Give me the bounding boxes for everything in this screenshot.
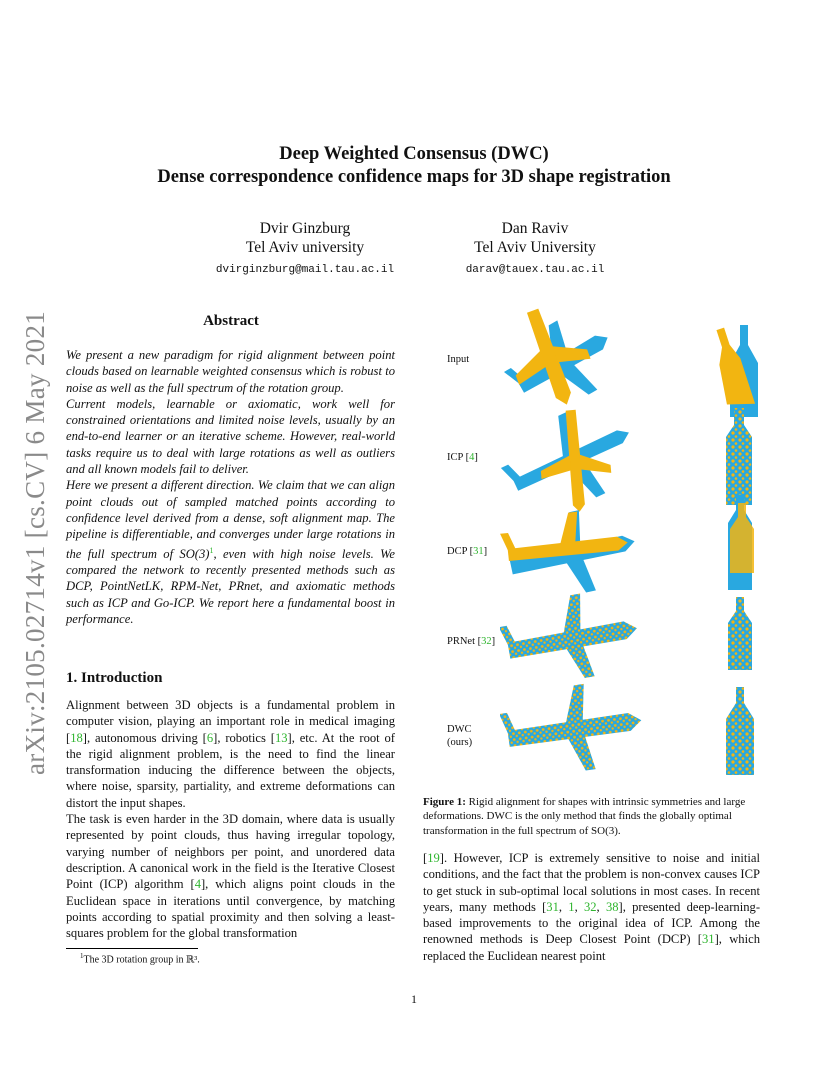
author-2-affil: Tel Aviv University <box>474 239 596 256</box>
citation-link[interactable]: 32 <box>481 636 492 647</box>
footnote-ref[interactable]: 1 <box>209 545 214 555</box>
text: ], etc. At the root of the rigid alignment problem, is the need to find the linear transformation inducing the difference between the objects, where noise, sparsity, partiality, and extreme deformations can distort the input shapes. <box>66 730 395 810</box>
icp-bottle-render <box>726 408 752 505</box>
intro-heading: 1. Introduction <box>66 670 163 686</box>
abstract-body <box>66 347 395 627</box>
citation-link[interactable]: 18 <box>70 730 83 745</box>
row-label-icp: ICP [4] <box>447 452 478 463</box>
text: ], which replaced the Euclidean nearest point <box>423 932 760 963</box>
label-text: DWC <box>447 724 472 735</box>
abstract-paragraph <box>66 477 395 627</box>
citation-link[interactable]: 4 <box>469 452 475 463</box>
caption-label: Figure 1: <box>423 796 466 808</box>
abstract-text: , even with high noise levels. We compared the network to recently presented methods such as DCP, PointNetLK, RPM-Net, PRnet, and axiomatic methods such as ICP and Go-ICP. We report here a fundamental boost in performance. <box>66 546 395 626</box>
figure-1-caption <box>423 795 760 838</box>
text: ], autonomous driving [ <box>82 730 207 745</box>
intro-paragraph-2 <box>66 811 395 941</box>
figure-1-renderings <box>500 305 770 780</box>
text: [ <box>423 851 428 865</box>
right-column-body <box>423 850 760 964</box>
figure-1 <box>420 305 770 785</box>
citation-link[interactable]: 31 <box>702 932 715 947</box>
prnet-bottle-render <box>728 597 752 670</box>
author-2-block <box>430 219 640 280</box>
text: , <box>574 899 584 914</box>
dwc-bottle-render <box>726 687 754 775</box>
label-text: (ours) <box>447 737 473 748</box>
author-1-affil: Tel Aviv university <box>245 239 365 256</box>
abstract-paragraph: Current models, learnable or axiomatic, work well for constrained orientations and limited noise levels, usually by an end-to-end learner or an iterative scheme. However, real-world tasks require us to deal with large rotations as well as outliers and all known models fail to deliver. <box>66 396 395 477</box>
text: ], presented deep-learning-based improvements to the original idea of ICP. Among the renowned methods is Deep Closest Point (DCP) [ <box>423 899 761 947</box>
dwc-airplane-render <box>500 677 647 780</box>
dcp-bottle-render <box>728 495 754 590</box>
citation-link[interactable]: 19 <box>427 851 440 865</box>
caption-text: Rigid alignment for shapes with intrinsic symmetries and large deformations. DWC is the only method that finds the globally optimal transformation in the full spectrum of SO(3). <box>423 796 746 837</box>
label-text: DCP [ <box>447 546 474 557</box>
label-text: ICP [ <box>447 452 470 463</box>
citation-link[interactable]: 13 <box>274 730 288 745</box>
input-airplane-render <box>500 305 628 426</box>
prnet-airplane-render <box>500 585 644 691</box>
label-text: PRNet [ <box>447 636 482 647</box>
citation-link[interactable]: 6 <box>206 730 214 745</box>
page-number: 1 <box>411 992 417 1006</box>
author-2-name: Dan Raviv <box>501 220 569 237</box>
citation-link[interactable]: 4 <box>194 877 201 892</box>
abstract-heading: Abstract <box>203 313 259 329</box>
intro-paragraph-1 <box>66 697 395 811</box>
citation-link[interactable]: 31 <box>473 546 484 557</box>
arxiv-stamp: arXiv:2105.02714v1 [cs.CV] 6 May 2021 <box>20 310 50 775</box>
footnote-text: The 3D rotation group in ℝ³. <box>83 954 200 966</box>
author-2-email[interactable]: darav@tauex.tau.ac.il <box>465 264 605 276</box>
row-label-input: Input <box>447 354 470 365</box>
text: , <box>596 899 606 914</box>
citation-link[interactable]: 1 <box>568 899 575 914</box>
author-1-email[interactable]: dvirginzburg@mail.tau.ac.il <box>215 264 395 276</box>
citation-link[interactable]: 38 <box>605 899 619 914</box>
paper-title-line1: Deep Weighted Consensus (DWC) <box>279 144 549 164</box>
abstract-text: Here we present a different direction. We claim that we can align point clouds out of sampled matched points according to confidence level derived from a dense, soft alignment map. The pipeline is differentiable, and converges under large rotations in the full spectrum of SO(3) <box>66 478 395 561</box>
text: , <box>558 899 569 914</box>
row-label-prnet: PRNet [32] <box>447 636 496 647</box>
dcp-airplane-render <box>500 500 643 606</box>
author-1-block <box>200 219 410 280</box>
paper-title-line2: Dense correspondence confidence maps for 3D shape registration <box>157 167 671 187</box>
icp-airplane-render <box>500 392 648 529</box>
footnote-rule <box>66 948 198 949</box>
abstract-paragraph: We present a new paradigm for rigid alignment between point clouds based on learnable weighted consensus which is robust to noise as well as the full spectrum of the rotation group. <box>66 348 395 395</box>
text: ], robotics [ <box>213 730 275 745</box>
footnote <box>80 952 200 965</box>
citation-link[interactable]: 31 <box>546 899 559 914</box>
author-1-name: Dvir Ginzburg <box>259 220 351 237</box>
text: Alignment between 3D objects is a fundamental problem in computer vision, playing an important role in medical imaging [ <box>66 698 395 745</box>
input-bottle-render <box>704 325 758 417</box>
citation-link[interactable]: 32 <box>583 899 597 914</box>
intro-body <box>66 697 395 941</box>
text: The task is even harder in the 3D domain, where data is usually represented by point clouds, thus having irregular topology, varying number of neighbors per point, and unordered data description. A canonical work in the field is the Iterative Closest Point (ICP) algorithm [ <box>66 812 395 892</box>
row-label-dcp: DCP [31] <box>447 546 488 557</box>
text: ], which aligns point clouds in the Euclidean space in iterations until convergence, by matching points according to spatial proximity and then solving a least-squares problem for the global transformation <box>66 877 396 941</box>
footnote-mark: 1 <box>80 952 84 960</box>
row-label-dwc <box>447 723 472 749</box>
text: ]. However, ICP is extremely sensitive to noise and initial conditions, and the fact that the problem is non-convex causes ICP to get stuck in sub-optimal local solutions in most cases. In recent years, many methods [ <box>423 851 760 914</box>
